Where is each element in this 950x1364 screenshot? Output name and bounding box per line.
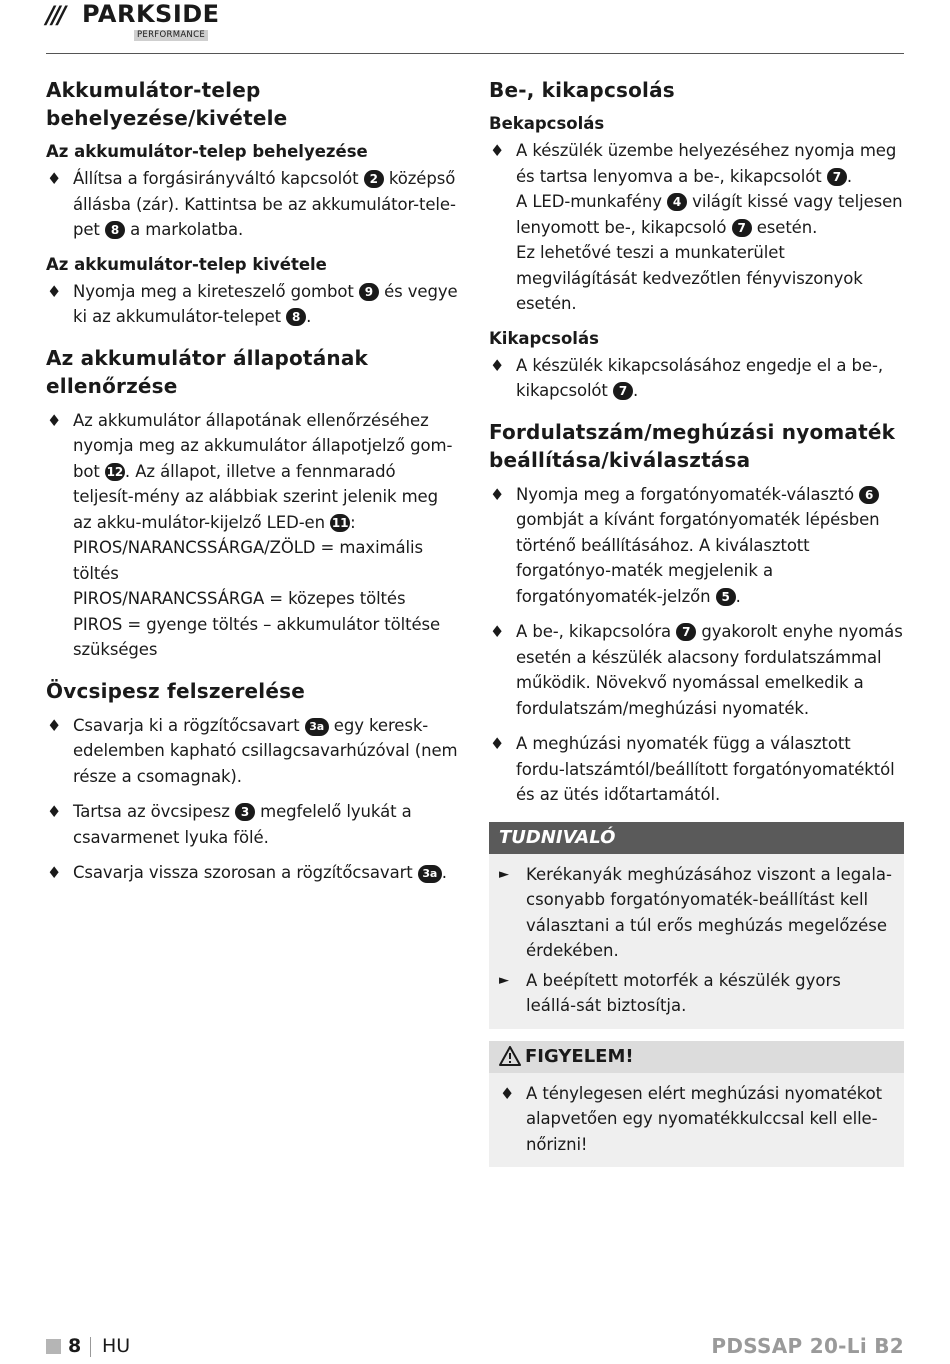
warning-header: [489, 1041, 904, 1073]
diamond-bullet-icon: ♦: [47, 410, 62, 430]
part-number-badge: 3a: [305, 718, 329, 736]
part-number-badge: 4: [667, 193, 687, 211]
page-footer: [46, 1334, 904, 1358]
diamond-bullet-icon: ♦: [47, 169, 62, 188]
page-header: [46, 0, 904, 56]
warning-title: FIGYELEM!: [525, 1045, 634, 1067]
section-title: Az akkumulátor állapotának ellenőrzése: [46, 345, 369, 398]
section-title: Fordulatszám/meghúzási nyomaték beállítása/kiválasztása: [489, 419, 896, 472]
part-number-badge: 8: [105, 221, 125, 239]
charge-level-low: PIROS = gyenge töltés – akkumulátor töltése szükséges: [73, 614, 441, 659]
part-number-badge: 8: [286, 308, 306, 326]
diamond-bullet-icon: ♦: [490, 141, 505, 160]
warning-triangle-icon: [499, 1046, 521, 1066]
bullet-list: [489, 353, 904, 404]
list-item: ♦ Csavarja vissza szorosan a rögzítőcsavart 3a .: [46, 860, 458, 886]
bullet-list: [489, 482, 904, 808]
diamond-bullet-icon: ♦: [47, 281, 62, 301]
logo-wordmark: PARKSIDE: [82, 0, 220, 28]
model-name: PDSSAP 20-Li B2: [711, 1334, 904, 1358]
logo-slashes: ///: [46, 1, 64, 29]
bullet-list: [46, 279, 458, 330]
left-column: [46, 76, 458, 900]
subsection-title: Az akkumulátor-telep kivétele: [46, 254, 327, 274]
section-title: Akkumulátor-telep behelyezése/kivétele: [46, 78, 288, 130]
list-item: ♦ Csavarja ki a rögzítőcsavart 3a egy keresk-edelemben kapható csillagcsavarhúzóval (nem része a csomagnak).: [46, 713, 458, 790]
list-item: ♦ A be-, kikapcsolóra 7 gyakorolt enyhe nyomás esetén a készülék alacsony fordulatszámmal működik. Növekvő nyomással emelkedik a fordulatszám/meghúzási nyomaték.: [489, 619, 904, 721]
diamond-bullet-icon: ♦: [47, 863, 62, 882]
bullet-list: [46, 408, 458, 663]
section-belt-clip: [46, 677, 458, 886]
charge-level-full: PIROS/NARANCSSÁRGA/ZÖLD = maximális töltés: [73, 538, 424, 583]
bullet-list: [499, 1081, 894, 1158]
section-torque-speed: [489, 418, 904, 808]
diamond-bullet-icon: ♦: [490, 355, 505, 375]
diamond-bullet-icon: ♦: [47, 715, 62, 735]
part-number-badge: 7: [613, 382, 633, 400]
list-item: ♦ Nyomja meg a kireteszelő gombot 9 és vegye ki az akkumulátor-telepet 8 .: [46, 279, 458, 330]
part-number-badge: 12: [106, 464, 124, 479]
subsection-title: Bekapcsolás: [489, 114, 605, 133]
list-item: ♦ A készülék üzembe helyezéséhez nyomja meg és tartsa lenyomva a be-, kikapcsolót 7 . A LED-munkafény 4 világít kissé vagy teljesen lenyomott be-, kikapcsoló 7 esetén. Ez lehetővé teszi a munkaterület megvilágítását kedvezőtlen fényviszonyok esetén.: [489, 138, 904, 317]
list-item: ♦ Állítsa a forgásirányváltó kapcsolót 2 középső állásba (zár). Kattintsa be az akkumulátor-tele-pet 8 a markolatba.: [46, 166, 458, 243]
list-item: ► Kerékanyák meghúzásához viszont a legala-csonyabb forgatónyomaték-beállítást kell választani a túl erős meghúzás megelőzése érdekében.: [499, 862, 894, 964]
logo-subtitle: PERFORMANCE: [134, 30, 208, 41]
charge-level-medium: PIROS/NARANCSSÁRGA = közepes töltés: [73, 589, 406, 608]
diamond-bullet-icon: ♦: [500, 1083, 515, 1103]
diamond-bullet-icon: ♦: [47, 802, 62, 821]
bullet-list: [489, 138, 904, 317]
bullet-list: [46, 166, 458, 243]
footer-square-marker: [46, 1339, 61, 1354]
list-item: ♦ Tartsa az övcsipesz 3 megfelelő lyukát a csavarmenet lyuka fölé.: [46, 799, 458, 850]
diamond-bullet-icon: ♦: [490, 734, 505, 753]
note-box: [489, 822, 904, 1029]
section-title: Övcsipesz felszerelése: [46, 678, 305, 703]
warning-box: [489, 1041, 904, 1168]
part-number-badge: 3: [235, 803, 255, 821]
part-number-badge: 3a: [418, 865, 442, 883]
list-item: ♦ A készülék kikapcsolásához engedje el a be-, kikapcsolót 7 .: [489, 353, 904, 404]
part-number-badge: 6: [859, 486, 879, 504]
list-item: ► A beépített motorfék a készülék gyors leállá-sát biztosítja.: [499, 968, 894, 1019]
part-number-badge: 7: [676, 623, 696, 641]
arrow-list: [499, 862, 894, 1019]
list-item: ♦ Az akkumulátor állapotának ellenőrzéséhez nyomja meg az akkumulátor állapotjelző gom-bot 12 . Az állapot, illetve a fennmaradó teljesít-mény az alábbiak szerint jelenik meg az akku-mulátor-kijelző LED-en 11 : PIROS/NARANCSSÁRGA/ZÖLD = maximális töltés PIROS/NARANCSSÁRGA = közepes töltés PIROS = gyenge töltés – akkumulátor töltése szükséges: [46, 408, 458, 663]
section-battery-check: [46, 344, 458, 663]
part-number-badge: 2: [364, 170, 384, 188]
right-column: [489, 76, 904, 1167]
list-item: ♦ A meghúzási nyomaték függ a választott fordu-latszámtól/beállított forgatónyomatéktól és az ütés időtartamától.: [489, 731, 904, 808]
bullet-list: [46, 713, 458, 886]
section-title: Be-, kikapcsolás: [489, 78, 675, 102]
diamond-bullet-icon: ♦: [490, 622, 505, 641]
list-item: ♦ Nyomja meg a forgatónyomaték-választó 6 gombját a kívánt forgatónyomaték lépésben történő beállításához. A kiválasztott forgatónyo-maték megjelenik a forgatónyomaték-jelzőn 5 .: [489, 482, 904, 610]
subsection-title: Kikapcsolás: [489, 328, 599, 348]
arrow-bullet-icon: ►: [499, 972, 509, 988]
section-on-off: [489, 76, 904, 404]
list-item: ♦ A ténylegesen elért meghúzási nyomatékot alapvetően egy nyomatékkulccsal kell elle-nőrizni!: [499, 1081, 894, 1158]
arrow-bullet-icon: ►: [499, 866, 509, 882]
part-number-badge: 9: [359, 283, 379, 301]
subsection-title: Az akkumulátor-telep behelyezése: [46, 142, 368, 161]
part-number-badge: 7: [827, 168, 847, 186]
note-title: TUDNIVALÓ: [489, 822, 904, 854]
part-number-badge: 11: [331, 515, 349, 530]
header-divider: [46, 53, 904, 54]
section-battery-insert-remove: [46, 76, 458, 330]
footer-divider: [90, 1337, 91, 1357]
part-number-badge: 5: [716, 588, 736, 606]
part-number-badge: 7: [732, 219, 752, 237]
diamond-bullet-icon: ♦: [490, 484, 505, 504]
language-code: HU: [102, 1335, 131, 1357]
page-number: 8: [68, 1335, 82, 1357]
